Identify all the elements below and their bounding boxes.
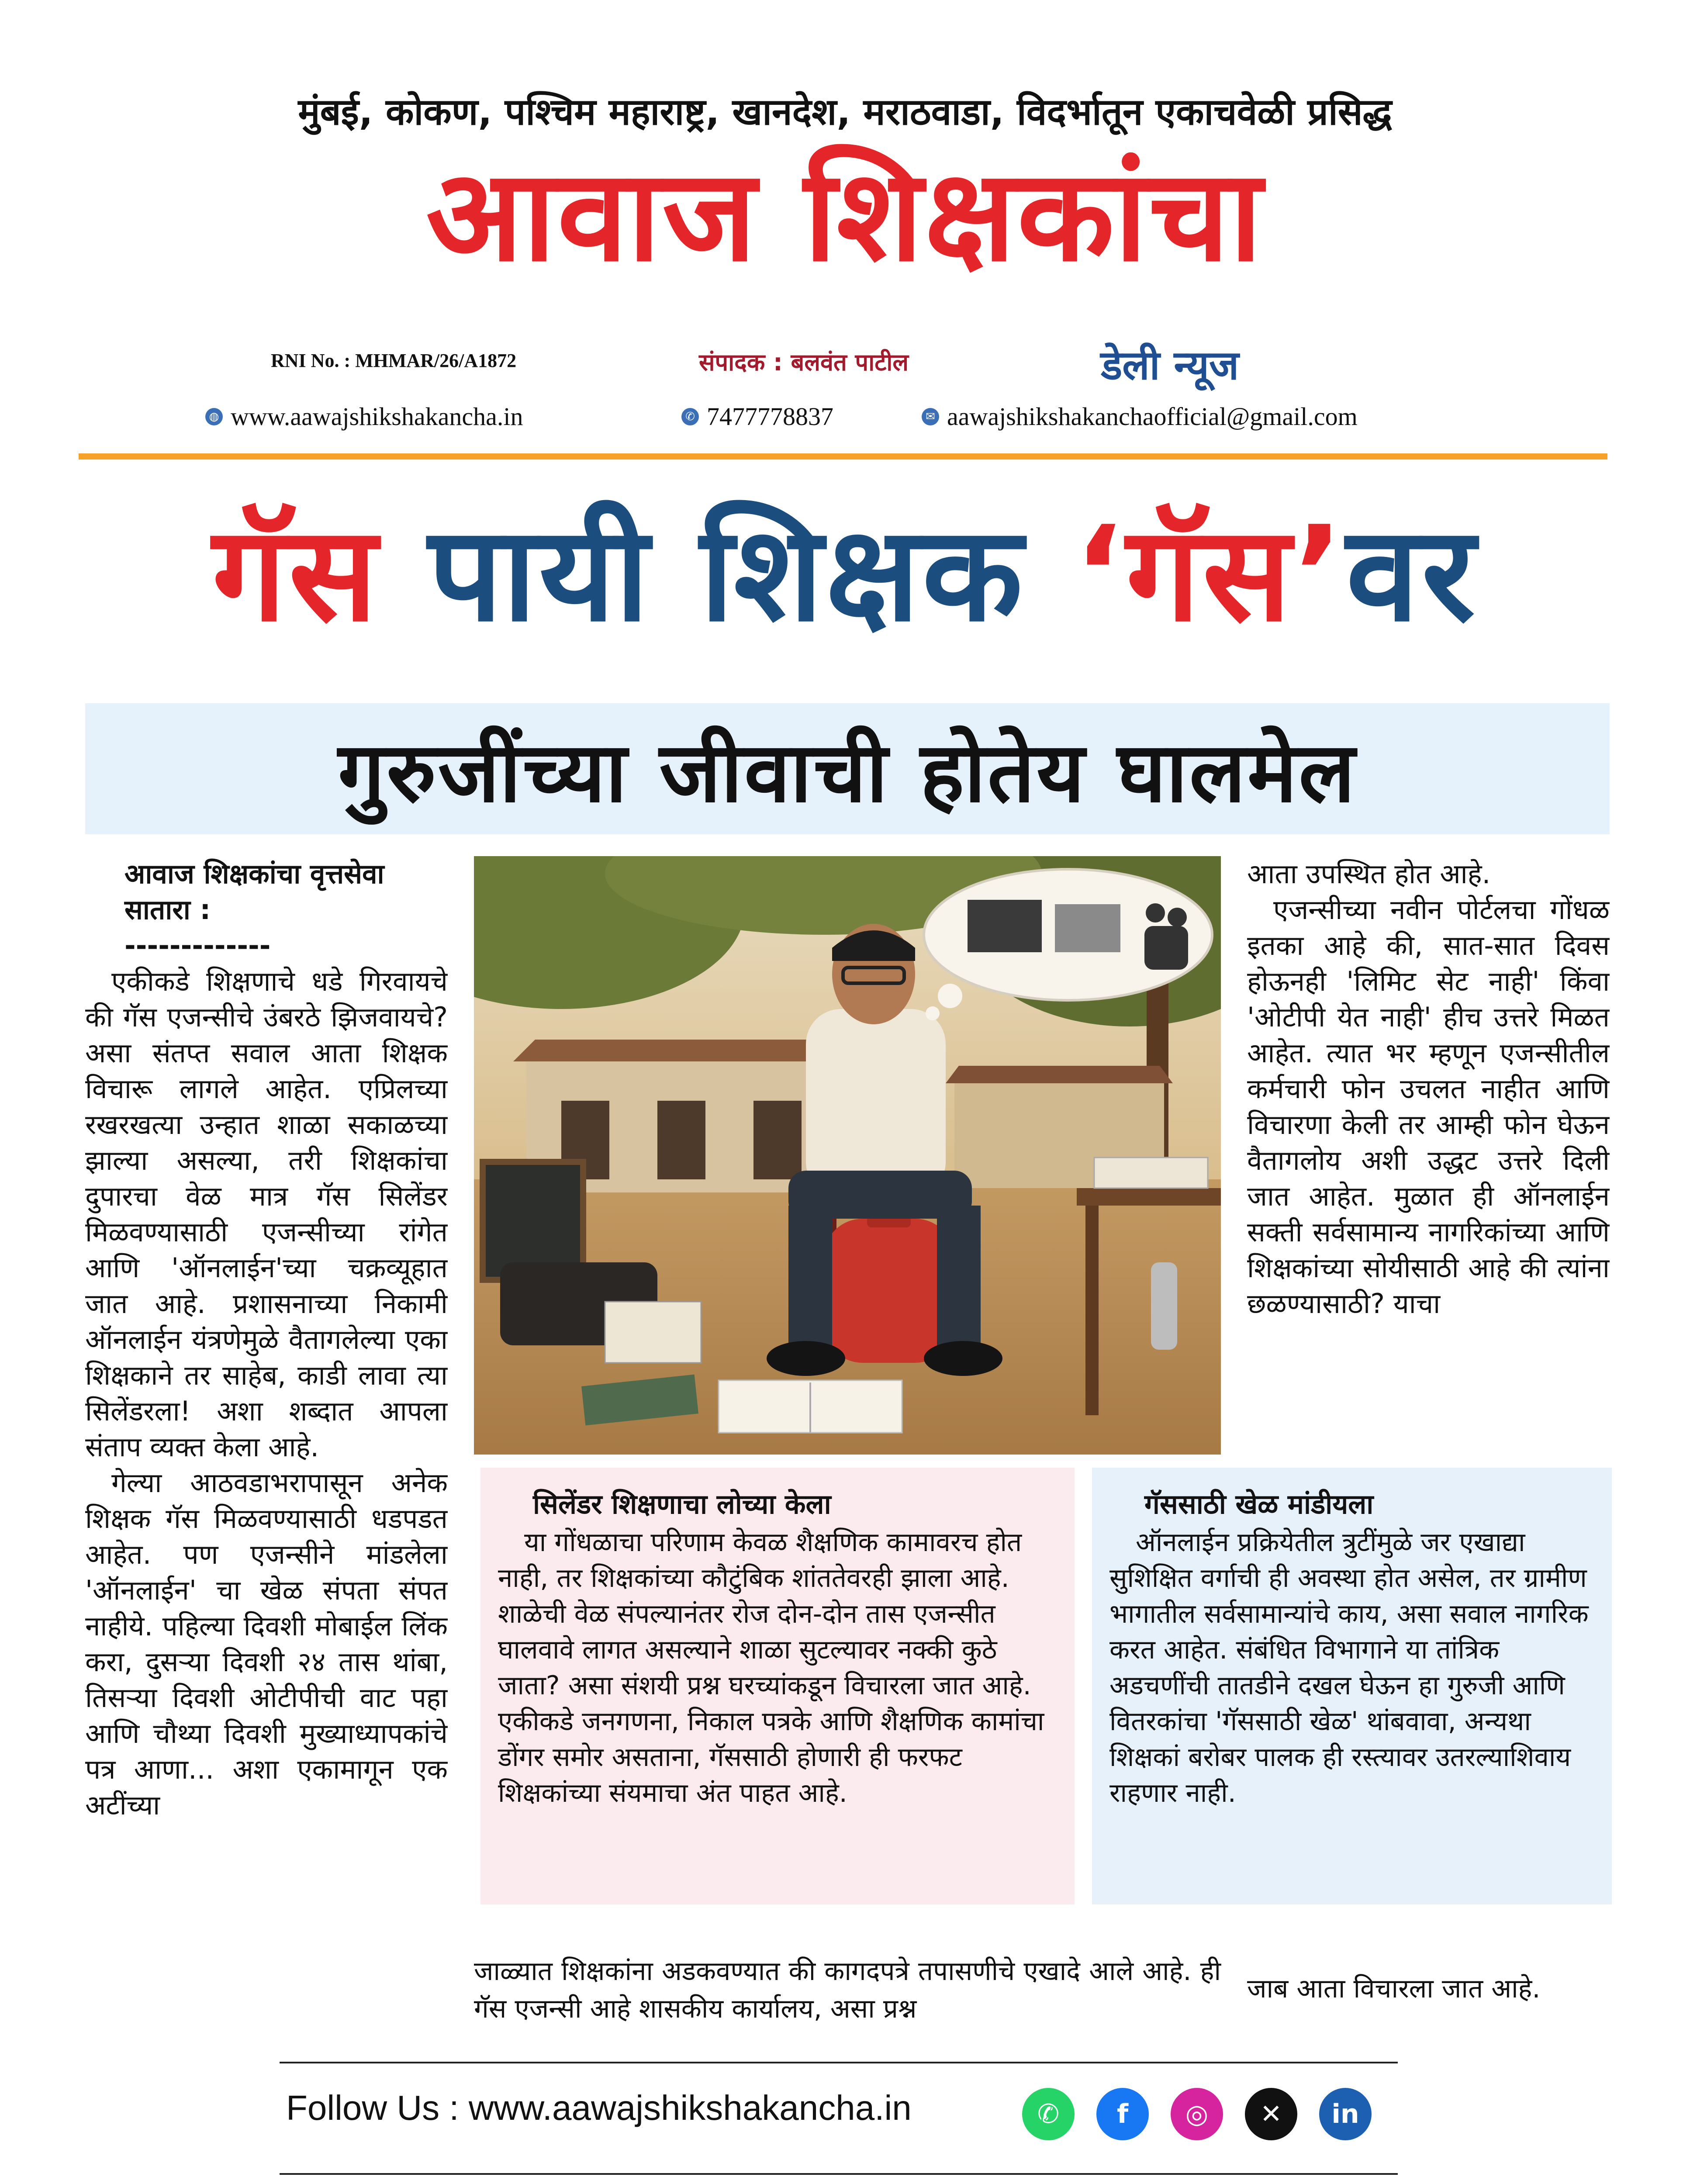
box-title: सिलेंडर शिक्षणाचा लोच्या केला <box>533 1488 831 1520</box>
box-text: ऑनलाईन प्रक्रियेतील त्रुटींमुळे जर एखाद्या सुशिक्षित वर्गाची ही अवस्था होत असेल, तर ग्रामीण भागातील सर्वसामान्यांचे काय, असा सवाल नागरिक करत आहेत. संबंधित विभागाने या तांत्रिक अडचणींची तातडीने दखल घेऊन हा गुरुजी आणि वितरकांचा 'गॅससाठी खेळ' थांबवावा, अन्यथा शिक्षकां बरोबर पालक ही रस्त्यावर उतरल्याशिवाय राहणार नाही. <box>1109 1527 1589 1808</box>
phone-contact[interactable] <box>681 402 833 431</box>
box-text-wrapper <box>1092 1524 1612 1811</box>
sidebar-box-cylinder <box>480 1468 1075 1904</box>
headline-part-3: ‘गॅस’ <box>1073 498 1346 650</box>
box-text: या गोंधळाचा परिणाम केवळ शैक्षणिक कामावरच होत नाही, तर शिक्षकांच्या कौटुंबिक शांततेवरही झाला आहे. शाळेची वेळ संपल्यानंतर रोज दोन-दोन तास एजन्सीत घालवावे लागत असल्याने शाळा सुटल्यावर नक्की कुठे जाता? असा संशयी प्रश्न घरच्यांकडून विचारला जात आहे. एकीकडे जनगणना, निकाल पत्रके आणि शैक्षणिक कामांचा डोंगर समोर असताना, गॅससाठी होणारी ही फरफट शिक्षकांच्या संयमाचा अंत पाहत आहे. <box>498 1527 1044 1808</box>
paragraph: एजन्सीच्या नवीन पोर्टलचा गोंधळ इतका आहे की, सात-सात दिवस होऊनही 'लिमिट सेट नाही' किंवा 'ओटीपी येत नाही' हीच उत्तरे मिळत आहेत. त्यात भर म्हणून एजन्सीतील कर्मचारी फोन उचलत नाहीत आणि विचारणा केली तर आम्ही फोन घेऊन वैतागलोय अशी उद्धट उत्तरे दिली जात आहेत. मुळात ही ऑनलाईन सक्ती सर्वसामान्य नागरिकांच्या आणि शिक्षकांच्या सोयीसाठी आहे की त्यांना छळण्यासाठी? याचा <box>1247 894 1610 1320</box>
globe-icon: ◍ <box>205 408 223 425</box>
paragraph: एकीकडे शिक्षणाचे धडे गिरवायचे की गॅस एजन्सीचे उंबरठे झिजवायचे? असा संतप्त सवाल आता शिक्षक विचारू लागले आहेत. एप्रिलच्या रखरखत्या उन्हात शाळा सकाळच्या झाल्या असल्या, तरी शिक्षकांचा दुपारचा वेळ मात्र गॅस सिलेंडर मिळवण्यासाठी एजन्सीच्या रांगेत आणि 'ऑनलाईन'च्या चक्रव्यूहात जात आहे. प्रशासनाच्या निकामी ऑनलाईन यंत्रणेमुळे वैतागलेल्या एका शिक्षकाने तर साहेब, काडी लावा त्या सिलेंडरला! अशा शब्दात आपला संताप व्यक्त केला आहे. <box>85 965 448 1463</box>
byline-city: सातारा : <box>124 894 211 926</box>
subheadline: गुरुजींच्या जीवाची होतेय घालमेल <box>338 724 1357 821</box>
x-icon[interactable]: ✕ <box>1245 2088 1297 2140</box>
box-text-wrapper <box>480 1524 1075 1811</box>
article-column-3 <box>1247 856 1610 1481</box>
article-photo <box>474 856 1221 1455</box>
byline-dashes: ------------- <box>124 930 271 961</box>
byline-agency: आवाज शिक्षकांचा वृत्तसेवा <box>124 858 384 890</box>
paragraph: आता उपस्थित होत आहे. <box>1247 858 1491 890</box>
footer-divider-bottom <box>280 2173 1398 2175</box>
sidebar-box-game <box>1092 1468 1612 1904</box>
facebook-icon[interactable]: f <box>1096 2088 1149 2140</box>
subheadline-box <box>85 703 1610 834</box>
email-contact[interactable] <box>922 402 1358 431</box>
editor-name: संपादक : बलवंत पाटील <box>699 349 909 376</box>
website-contact[interactable] <box>205 402 523 431</box>
article-column-1 <box>85 856 448 2044</box>
tagline: मुंबई, कोकण, पश्चिम महाराष्ट्र, खानदेश, मराठवाडा, विदर्भातून एकाचवेळी प्रसिद्ध <box>298 90 1392 133</box>
header-divider <box>79 453 1607 460</box>
linkedin-icon[interactable]: in <box>1319 2088 1372 2140</box>
headline-part-1: गॅस <box>212 498 380 650</box>
follow-us-text[interactable]: Follow Us : www.aawajshikshakancha.in <box>286 2088 912 2127</box>
headline-part-4: वर <box>1346 498 1478 650</box>
phone-icon: ✆ <box>681 408 699 425</box>
email-icon: ✉ <box>922 408 939 425</box>
footer-divider-top <box>280 2062 1398 2063</box>
phone-text: 7477778837 <box>707 402 833 431</box>
headline-part-2: पायी शिक्षक <box>428 498 1026 650</box>
box-title: गॅससाठी खेळ मांडीयला <box>1144 1488 1374 1520</box>
email-text: aawajshikshakanchaofficial@gmail.com <box>947 402 1358 431</box>
daily-news-label: डेली न्यूज <box>1101 342 1239 389</box>
rni-number: RNI No. : MHMAR/26/A1872 <box>271 350 517 371</box>
paragraph: गेल्या आठवडाभरापासून अनेक शिक्षक गॅस मिळवण्यासाठी धडपडत आहेत. पण एजन्सीने मांडलेला 'ऑनलाईन' चा खेळ संपता संपत नाहीये. पहिल्या दिवशी मोबाईल लिंक करा, दुसऱ्या दिवशी २४ तास थांबा, तिसऱ्या दिवशी ओटीपीची वाट पहा आणि चौथ्या दिवशी मुख्याध्यापकांचे पत्र आणा... अशा एकामागून एक अटींच्या <box>85 1467 448 1821</box>
masthead-title: आवाज शिक्षकांचा <box>426 142 1264 290</box>
article-continuation-middle: जाळ्यात शिक्षकांना अडकवण्यात की कागदपत्रे तपासणीचे एखादे आले आहे. ही गॅस एजन्सी आहे शासकीय कार्यालय, असा प्रश्न <box>474 1956 1221 2024</box>
whatsapp-icon[interactable]: ✆ <box>1022 2088 1075 2140</box>
article-continuation-right: जाब आता विचारला जात आहे. <box>1247 1973 1541 2004</box>
main-headline <box>0 498 1690 650</box>
instagram-icon[interactable]: ◎ <box>1171 2088 1223 2140</box>
website-text: www.aawajshikshakancha.in <box>231 402 523 431</box>
